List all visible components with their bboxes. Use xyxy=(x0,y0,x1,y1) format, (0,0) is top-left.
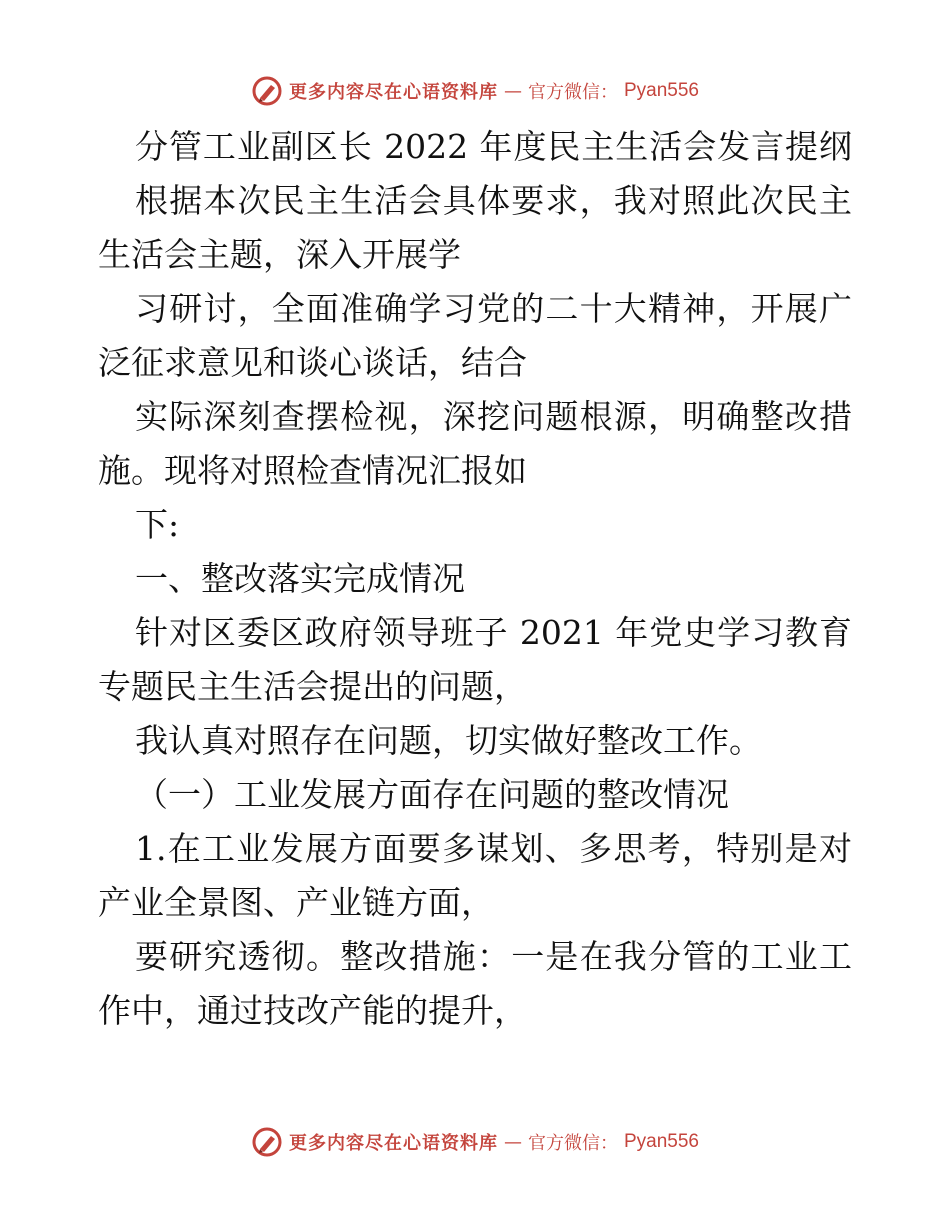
watermark-separator: — xyxy=(503,80,522,102)
text-line: 下: xyxy=(135,505,180,544)
text-line: 分管工业副区长 2022 年度民主生活会发言提纲 xyxy=(135,127,852,166)
text-line: 要研究透彻。整改措施：一是在我分管的工业工 xyxy=(135,937,852,976)
pen-logo-icon xyxy=(251,1126,283,1158)
text-line: 产业全景图、产业链方面， xyxy=(98,883,494,922)
watermark-wechat-label: 官方微信： xyxy=(527,82,618,103)
watermark-text: 更多内容尽在心语资料库 xyxy=(288,82,498,103)
text-line: 实际深刻查摆检视，深挖问题根源，明确整改措 xyxy=(135,397,852,436)
text-line: 一、整改落实完成情况 xyxy=(135,559,465,598)
watermark-wechat-id: Pyan556 xyxy=(623,1131,699,1152)
pen-logo-icon xyxy=(251,75,283,107)
text-line: 习研讨，全面准确学习党的二十大精神，开展广 xyxy=(135,289,852,328)
text-line: 施。现将对照检查情况汇报如 xyxy=(98,451,527,490)
watermark-wechat-label: 官方微信： xyxy=(527,1133,618,1154)
text-line: 我认真对照存在问题，切实做好整改工作。 xyxy=(135,721,762,760)
text-line: 针对区委区政府领导班子 2021 年党史学习教育 xyxy=(135,613,852,652)
watermark-text: 更多内容尽在心语资料库 xyxy=(288,1133,498,1154)
text-line: 根据本次民主生活会具体要求，我对照此次民主 xyxy=(135,181,852,220)
text-line: 专题民主生活会提出的问题， xyxy=(98,667,527,706)
document-body xyxy=(98,120,852,1038)
text-line: 生活会主题，深入开展学 xyxy=(98,235,461,274)
watermark-separator: — xyxy=(503,1131,522,1153)
text-line: 1.在工业发展方面要多谋划、多思考，特别是对 xyxy=(135,829,852,868)
text-line: 泛征求意见和谈心谈话，结合 xyxy=(98,343,527,382)
text-line: 作中，通过技改产能的提升， xyxy=(98,991,527,1030)
header-watermark xyxy=(0,74,950,108)
footer-watermark xyxy=(0,1125,950,1159)
text-line: （一）工业发展方面存在问题的整改情况 xyxy=(135,775,729,814)
watermark-wechat-id: Pyan556 xyxy=(623,80,699,101)
